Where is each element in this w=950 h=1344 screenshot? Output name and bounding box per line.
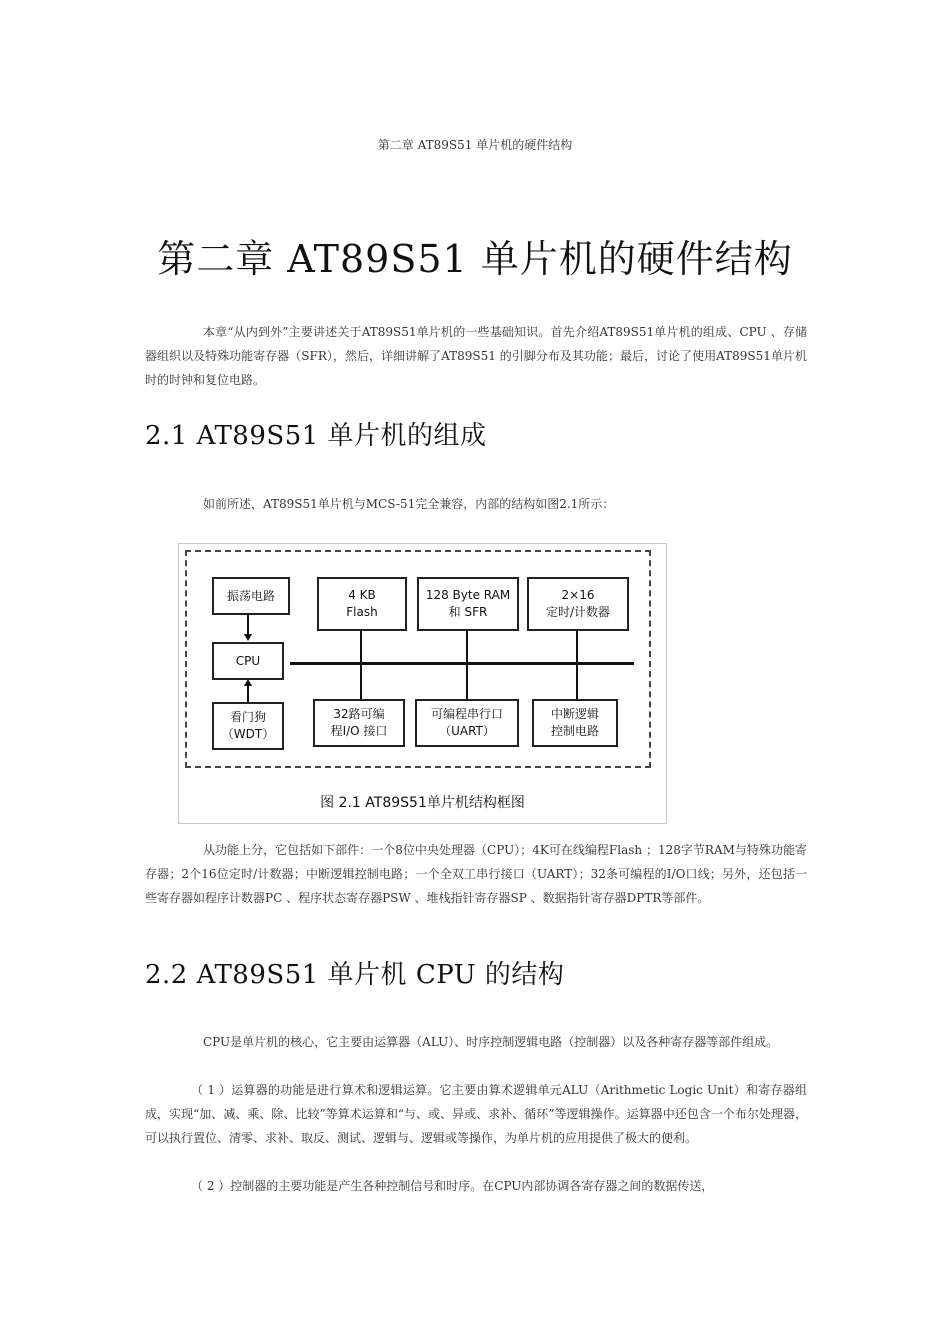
osc-to-cpu-line (247, 613, 249, 635)
block-flash: 4 KB Flash (317, 577, 407, 631)
ram-uart-bus-tap (466, 629, 468, 699)
section-2-2-heading: 2.2 AT89S51 单片机 CPU 的结构 (145, 960, 565, 990)
block-interrupt-logic: 中断逻辑 控制电路 (532, 699, 618, 747)
chip-boundary (185, 550, 651, 768)
block-io-ports: 32路可编 程I/O 接口 (313, 699, 405, 747)
running-header: 第二章 AT89S51 单片机的硬件结构 (377, 138, 573, 152)
section-2-2-p3: （ 2 ）控制器的主要功能是产生各种控制信号和时序。在CPU内部协调各寄存器之间的数据传送， (191, 1179, 714, 1193)
section-2-2-p1: CPU是单片机的核心，它主要由运算器（ALU）、时序控制逻辑电路（控制器）以及各种寄存器等部件组成。 (203, 1035, 779, 1049)
section-2-1-lead: 如前所述，AT89S51单片机与MCS-51完全兼容，内部的结构如图2.1所示： (203, 497, 615, 511)
block-uart: 可编程串行口 （UART） (415, 699, 519, 747)
block-cpu: CPU (212, 642, 284, 680)
section-2-1-heading: 2.1 AT89S51 单片机的组成 (145, 421, 487, 451)
block-ram-sfr: 128 Byte RAM 和 SFR (417, 577, 519, 631)
block-timer-counter: 2×16 定时/计数器 (527, 577, 629, 631)
block-watchdog: 看门狗 （WDT） (212, 702, 284, 750)
chapter-title: 第二章 AT89S51 单片机的硬件结构 (157, 237, 793, 281)
osc-to-cpu-arrow (244, 634, 252, 641)
block-oscillator: 振荡电路 (212, 577, 290, 615)
internal-bus (290, 662, 634, 665)
timer-interrupt-bus-tap (576, 629, 578, 699)
chapter-intro: 本章“从内到外”主要讲述关于AT89S51单片机的一些基础知识。首先介绍AT89S51单片机的组成、CPU 、存储器组织以及特殊功能寄存器（SFR），然后，详细讲解了AT89S51 的引脚分布及其功能；最后，讨论了使用AT89S51单片机时的时钟和复位电路。 (145, 325, 807, 387)
wdt-to-cpu-line (247, 685, 249, 702)
section-2-2-p2: （ 1 ）运算器的功能是进行算术和逻辑运算。它主要由算术逻辑单元ALU（Arithmetic Logic Unit）和寄存器组成，实现“加、减、乘、除、比较”等算术运算和“与、或、异或、求补、循环”等逻辑操作。运算器中还包含一个布尔处理器，可以执行置位、清零、求补、取反、测试、逻辑与、逻辑或等操作，为单片机的应用提供了极大的便利。 (145, 1083, 807, 1145)
section-2-1-body: 从功能上分，它包括如下部件：一个8位中央处理器（CPU）；4K可在线编程Flash ；128字节RAM与特殊功能寄存器；2个16位定时/计数器；中断逻辑控制电路；一个全双工串行接口（UART）；32条可编程的I/O口线；另外，还包括一些寄存器如程序计数器PC 、程序状态寄存器PSW 、堆栈指针寄存器SP 、数据指针寄存器DPTR等部件。 (145, 843, 807, 905)
flash-io-bus-tap (360, 629, 362, 699)
block-diagram-figure (178, 543, 667, 824)
figure-caption: 图 2.1 AT89S51单片机结构框图 (320, 795, 525, 811)
